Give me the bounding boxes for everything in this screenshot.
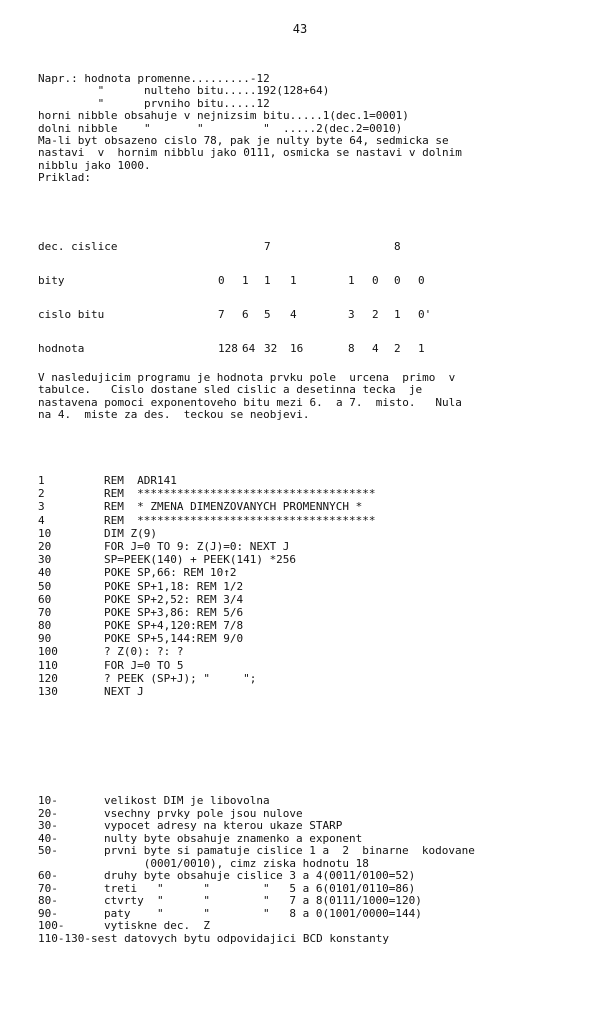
paragraph-line: nastavena pomoci exponentoveho bitu mezi 6. a 7. misto. Nula [38, 395, 462, 409]
note-line [38, 795, 578, 808]
line-number: 130 [38, 685, 58, 698]
line-number: 10 [38, 526, 52, 540]
code-statement: ? Z(0): ?: ? [104, 645, 184, 659]
code-statement: SP=PEEK(140) + PEEK(141) *256 [104, 553, 297, 567]
table-cell: 1 [394, 308, 401, 321]
program-line [38, 659, 578, 672]
line-number: 1 [38, 474, 45, 487]
note-text: velikost DIM je libovolna [104, 794, 270, 807]
program-line [38, 514, 578, 527]
program-line [38, 500, 578, 513]
program-line [38, 566, 578, 579]
program-line [38, 540, 578, 553]
program-listing [38, 474, 578, 698]
code-statement: REM ************************************ [104, 487, 376, 501]
table-cell: 5 [264, 308, 271, 321]
code-statement: POKE SP+2,52: REM 3/4 [104, 592, 244, 606]
code-statement: NEXT J [104, 685, 144, 698]
intro-line: Priklad: [38, 171, 91, 185]
table-cell: 1 [418, 342, 425, 355]
line-number: 60 [38, 592, 52, 606]
row-label: bity [38, 274, 65, 287]
note-text: ctvrty " " " 7 a 8(0111/1000=120) [104, 894, 422, 907]
line-number: 40 [38, 566, 52, 580]
intro-line: Napr.: hodnota promenne.........-12 [38, 72, 270, 85]
paragraph-line: tabulce. Cislo dostane sled cislic a desetinna tecka je [38, 383, 423, 397]
paragraph-line: na 4. miste za des. teckou se neobjevi. [38, 408, 310, 422]
intro-line: dolni nibble " " " .....2(dec.2=0010) [38, 121, 403, 135]
note-number: 40- [38, 831, 58, 845]
program-line [38, 619, 578, 632]
note-text: treti " " " 5 a 6(0101/0110=86) [104, 881, 416, 895]
note-line [38, 845, 578, 858]
page-number: 43 [292, 22, 308, 36]
table-cell: 16 [290, 342, 304, 355]
program-line [38, 487, 578, 500]
table-row [38, 274, 578, 288]
program-line [38, 527, 578, 540]
table-cell: 8 [348, 342, 355, 355]
table-cell: 0 [372, 274, 379, 287]
line-number: 2 [38, 487, 45, 501]
intro-line: " prvniho bitu.....12 [38, 96, 270, 110]
code-statement: REM * ZMENA DIMENZOVANYCH PROMENNYCH * [104, 500, 363, 514]
explanation-paragraph [38, 372, 578, 422]
code-statement: POKE SP+1,18: REM 1/2 [104, 579, 244, 593]
table-cell: 1 [242, 274, 249, 287]
note-number: 80- [38, 894, 58, 907]
table-cell: 7 [218, 308, 225, 321]
code-statement: ? PEEK (SP+J); " "; [104, 671, 257, 685]
note-text: prvni byte si pamatuje cislice 1 a 2 binarne kodovane [104, 844, 475, 857]
note-number: 90- [38, 906, 58, 920]
note-number: 100- [38, 919, 65, 932]
program-line [38, 685, 578, 698]
table-cell: 8 [394, 240, 401, 253]
table-row [38, 240, 578, 254]
table-cell: 2 [372, 308, 379, 321]
note-text: vypocet adresy na kterou ukaze STARP [104, 819, 343, 832]
note-text: vytiskne dec. Z [104, 919, 210, 932]
note-number: 10- [38, 794, 58, 807]
bit-table [38, 240, 578, 360]
code-statement: POKE SP,66: REM 10↑2 [104, 566, 237, 580]
table-cell: 3 [348, 308, 355, 321]
note-text: vsechny prvky pole jsou nulove [104, 806, 303, 820]
code-statement: FOR J=0 TO 9: Z(J)=0: NEXT J [104, 539, 290, 553]
intro-line: nibblu jako 1000. [38, 158, 151, 172]
intro-line: nastavi v hornim nibblu jako 0111, osmicka se nastavi v dolnim [38, 146, 462, 160]
note-line [38, 870, 578, 883]
table-cell: 0 [418, 274, 425, 287]
note-number: 50- [38, 844, 58, 857]
table-cell: 4 [290, 308, 297, 321]
program-line [38, 580, 578, 593]
table-cell: 7 [264, 240, 271, 253]
note-line [38, 820, 578, 833]
note-text: nulty byte obsahuje znamenko a exponent [104, 831, 363, 845]
intro-text [38, 73, 578, 185]
table-cell: 1 [348, 274, 355, 287]
line-number: 50 [38, 579, 52, 593]
table-cell: 0 [218, 274, 225, 287]
table-row [38, 308, 578, 322]
line-number: 4 [38, 513, 45, 527]
line-number: 30 [38, 553, 52, 567]
code-statement: REM ADR141 [104, 474, 177, 487]
table-cell: 2 [394, 342, 401, 355]
row-label: dec. cislice [38, 240, 118, 253]
note-number: 30- [38, 819, 58, 832]
code-statement: POKE SP+5,144:REM 9/0 [104, 632, 244, 646]
table-cell: 64 [242, 342, 256, 355]
note-line [38, 920, 578, 933]
note-text: paty " " " 8 a 0(1001/0000=144) [104, 906, 422, 920]
note-text: (0001/0010), cimz ziska hodnotu 18 [104, 856, 369, 870]
program-line [38, 474, 578, 487]
line-number: 90 [38, 632, 52, 646]
line-number: 120 [38, 671, 58, 685]
line-number: 100 [38, 645, 58, 659]
program-line [38, 632, 578, 645]
row-label: cislo bitu [38, 308, 105, 321]
note-text: 110-130-sest datovych bytu odpovidajici BCD konstanty [38, 931, 389, 945]
table-cell: 32 [264, 342, 278, 355]
program-line [38, 645, 578, 658]
program-line [38, 672, 578, 685]
table-cell: 0 [394, 274, 401, 287]
line-number: 110 [38, 658, 58, 672]
note-line [38, 895, 578, 908]
table-cell: 0' [418, 308, 432, 321]
intro-line: horni nibble obsahuje v nejnizsim bitu.....1(dec.1=0001) [38, 109, 409, 123]
note-number: 70- [38, 881, 58, 895]
code-statement: REM ************************************ [104, 513, 376, 527]
note-number: 60- [38, 869, 58, 882]
code-statement: FOR J=0 TO 5 [104, 658, 184, 672]
program-line [38, 606, 578, 619]
intro-line: " nulteho bitu.....192(128+64) [38, 84, 330, 98]
table-row [38, 342, 578, 356]
table-cell: 1 [264, 274, 271, 287]
program-line [38, 553, 578, 566]
table-cell: 1 [290, 274, 297, 287]
table-cell: 128 [218, 342, 238, 355]
note-text: druhy byte obsahuje cislice 3 a 4(0011/0100=52) [104, 869, 416, 882]
row-label: hodnota [38, 342, 85, 355]
table-cell: 4 [372, 342, 379, 355]
program-line [38, 593, 578, 606]
line-number: 3 [38, 500, 45, 514]
note-line [38, 933, 578, 946]
intro-line: Ma-li byt obsazeno cislo 78, pak je nulty byte 64, sedmicka se [38, 134, 449, 148]
note-number: 20- [38, 806, 58, 820]
table-cell: 6 [242, 308, 249, 321]
line-number: 20 [38, 539, 52, 553]
code-statement: POKE SP+4,120:REM 7/8 [104, 619, 244, 633]
paragraph-line: V nasledujicim programu je hodnota prvku pole urcena primo v [38, 371, 456, 384]
program-notes [38, 795, 578, 945]
line-number: 80 [38, 619, 52, 633]
code-statement: POKE SP+3,86: REM 5/6 [104, 605, 244, 619]
line-number: 70 [38, 605, 52, 619]
code-statement: DIM Z(9) [104, 526, 157, 540]
